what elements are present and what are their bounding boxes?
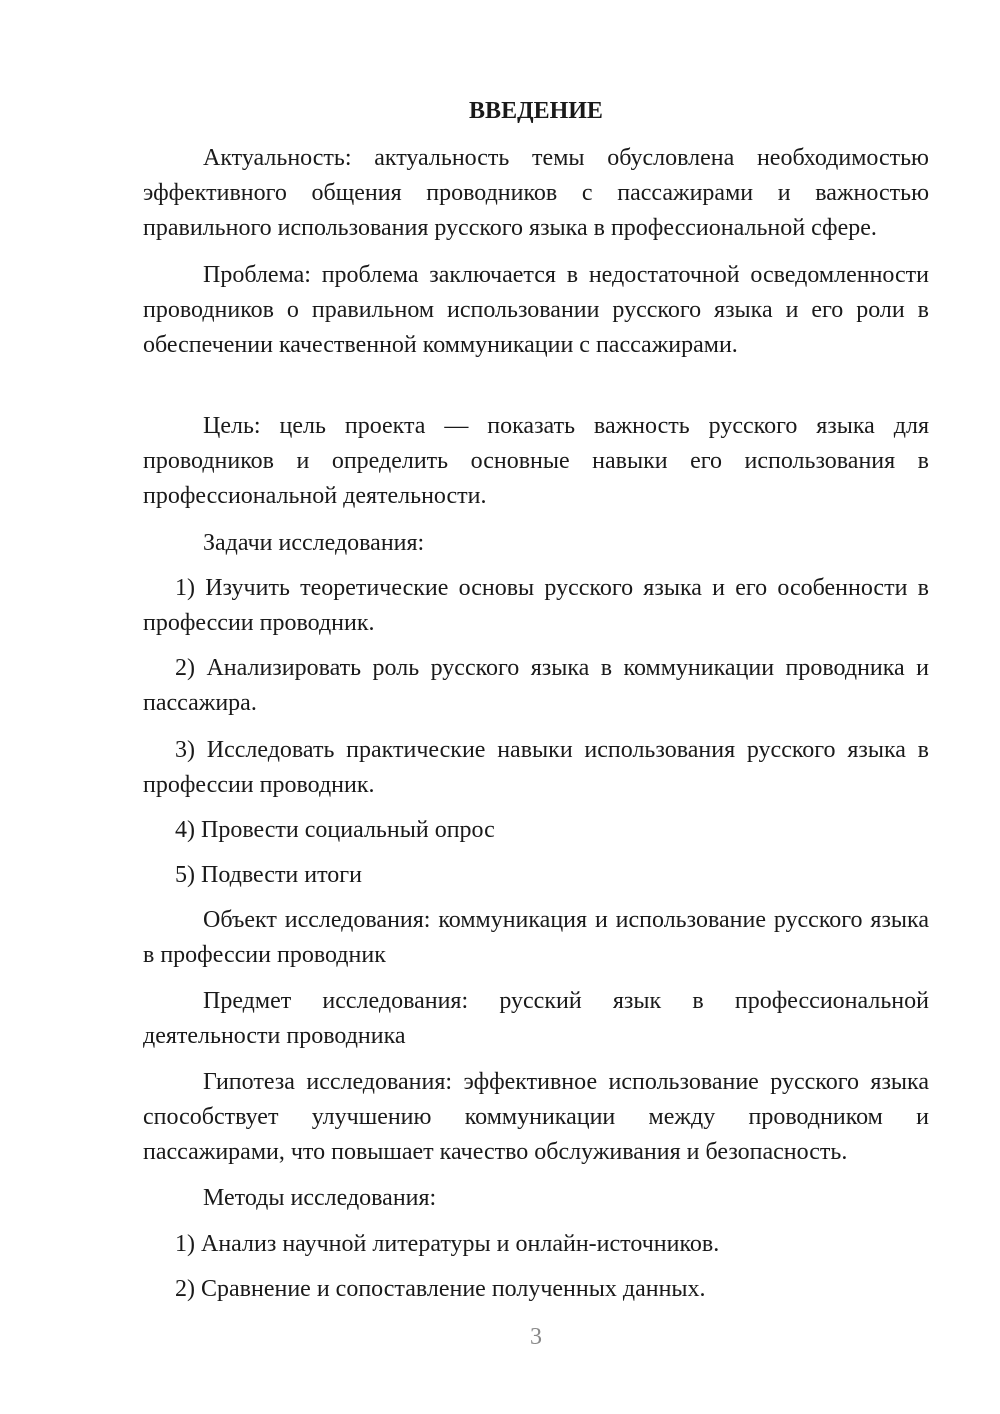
page-title: ВВЕДЕНИЕ [469,98,603,124]
list-item-task-2: 2) Анализировать роль русского языка в коммуникации проводника и пассажира. [143,655,929,716]
list-item-method-1: 1) Анализ научной литературы и онлайн-источников. [175,1231,720,1257]
list-item-task-4: 4) Провести социальный опрос [175,817,495,843]
paragraph-subject: Предмет исследования: русский язык в профессиональной деятельности проводника [143,988,929,1049]
list-item-task-5: 5) Подвести итоги [175,862,362,888]
paragraph-goal: Цель: цель проекта — показать важность русского языка для проводников и определить основные навыки его использования в профессиональной деятельности. [143,413,929,509]
paragraph-relevance: Актуальность: актуальность темы обусловлена необходимостью эффективного общения проводников с пассажирами и важностью правильного использования русского языка в профессиональной сфере. [143,145,929,241]
paragraph-object: Объект исследования: коммуникация и использование русского языка в профессии проводник [143,907,929,968]
list-item-task-3: 3) Исследовать практические навыки использования русского языка в профессии проводник. [143,737,929,798]
list-item-method-2: 2) Сравнение и сопоставление полученных данных. [175,1276,706,1302]
page-number: 3 [530,1324,542,1350]
paragraph-tasks-heading: Задачи исследования: [203,530,425,556]
paragraph-methods-heading: Методы исследования: [203,1185,437,1211]
paragraph-hypothesis: Гипотеза исследования: эффективное использование русского языка способствует улучшению коммуникации между проводником и пассажирами, что повышает качество обслуживания и безопасность. [143,1069,929,1165]
paragraph-problem: Проблема: проблема заключается в недостаточной осведомленности проводников о правильном использовании русского языка и его роли в обеспечении качественной коммуникации с пассажирами. [143,262,929,358]
list-item-task-1: 1) Изучить теоретические основы русского языка и его особенности в профессии проводник. [143,575,929,636]
